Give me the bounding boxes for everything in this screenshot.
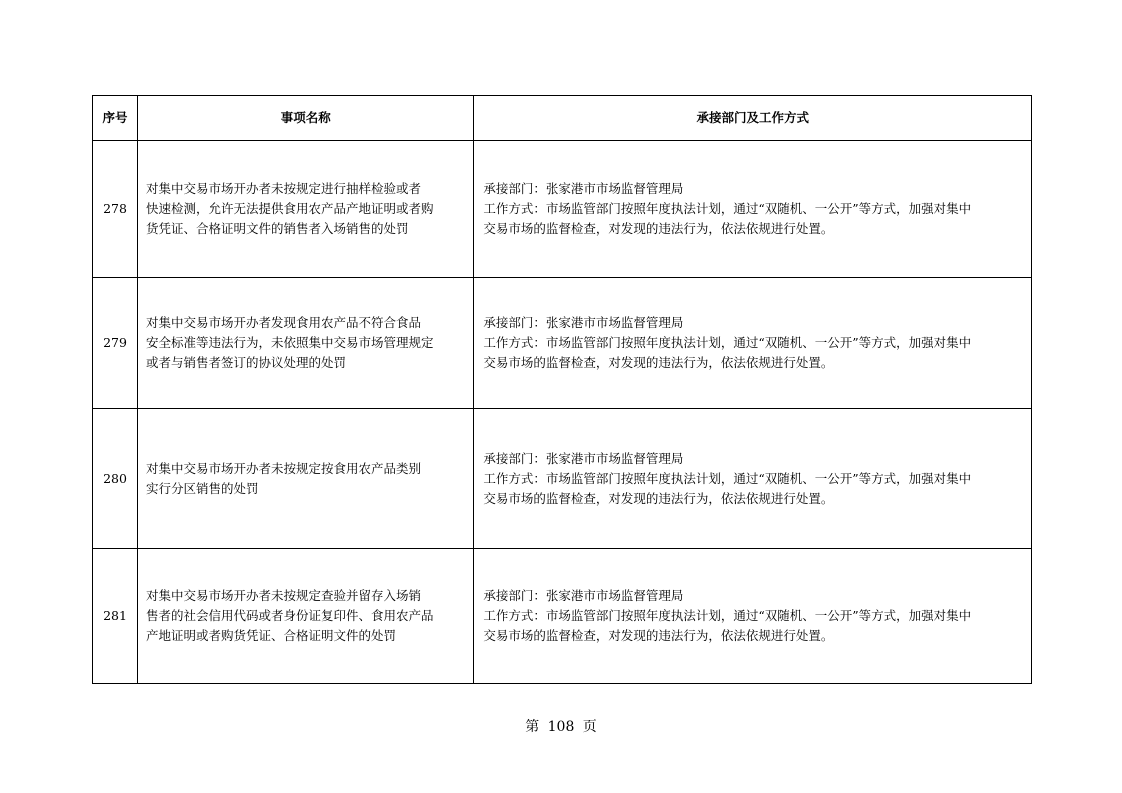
row-number: 280 [93,409,138,549]
item-name-line: 快速检测，允许无法提供食用农产品产地证明或者购 [146,201,434,216]
row-number: 278 [93,141,138,278]
dept-line: 承接部门：张家港市市场监督管理局 [483,181,684,196]
dept-method [474,141,1032,278]
item-name-line: 售者的社会信用代码或者身份证复印件、食用农产品 [146,608,434,623]
method-line: 交易市场的监督检查，对发现的违法行为，依法依规进行处置。 [483,221,834,236]
page-number: 第 108 页 [525,719,597,735]
table-row [93,409,1032,549]
method-line: 工作方式：市场监管部门按照年度执法计划，通过“双随机、一公开”等方式，加强对集中 [483,470,972,486]
method-line: 工作方式：市场监管部门按照年度执法计划，通过“双随机、一公开”等方式，加强对集中 [483,201,972,216]
row-number: 281 [93,549,138,684]
item-name [138,141,474,278]
method-line: 交易市场的监督检查，对发现的违法行为，依法依规进行处置。 [483,628,834,643]
dept-method [474,278,1032,409]
dept-method [474,549,1032,684]
dept-method [474,409,1032,549]
item-name-line: 对集中交易市场开办者未按规定查验并留存入场销 [146,588,422,603]
method-line: 工作方式：市场监管部门按照年度执法计划，通过“双随机、一公开”等方式，加强对集中 [483,335,972,350]
items-table [92,95,1032,684]
table-header-row [93,96,1032,141]
table-row [93,278,1032,409]
item-name-line: 安全标准等违法行为，未依照集中交易市场管理规定 [146,335,434,350]
item-name-line: 货凭证、合格证明文件的销售者入场销售的处罚 [146,221,409,236]
dept-line: 承接部门：张家港市市场监督管理局 [483,450,684,466]
header-no: 序号 [93,96,138,141]
item-name-line: 或者与销售者签订的协议处理的处罚 [146,355,347,370]
item-name-line: 对集中交易市场开办者发现食用农产品不符合食品 [146,315,422,330]
item-name [138,278,474,409]
item-name-line: 产地证明或者购货凭证、合格证明文件的处罚 [146,628,397,643]
header-name: 事项名称 [138,96,474,141]
dept-line: 承接部门：张家港市市场监督管理局 [483,588,684,603]
item-name-line: 对集中交易市场开办者未按规定进行抽样检验或者 [146,181,422,196]
item-name-line: 对集中交易市场开办者未按规定按食用农产品类别 [146,460,422,476]
method-line: 交易市场的监督检查，对发现的违法行为，依法依规进行处置。 [483,355,834,370]
table-row [93,141,1032,278]
method-line: 工作方式：市场监管部门按照年度执法计划，通过“双随机、一公开”等方式，加强对集中 [483,608,972,623]
item-name [138,549,474,684]
row-number: 279 [93,278,138,409]
item-name-line: 实行分区销售的处罚 [146,480,259,496]
dept-line: 承接部门：张家港市市场监督管理局 [483,315,684,330]
header-dept: 承接部门及工作方式 [474,96,1032,141]
method-line: 交易市场的监督检查，对发现的违法行为，依法依规进行处置。 [483,490,834,506]
table-row [93,549,1032,684]
item-name [138,409,474,549]
